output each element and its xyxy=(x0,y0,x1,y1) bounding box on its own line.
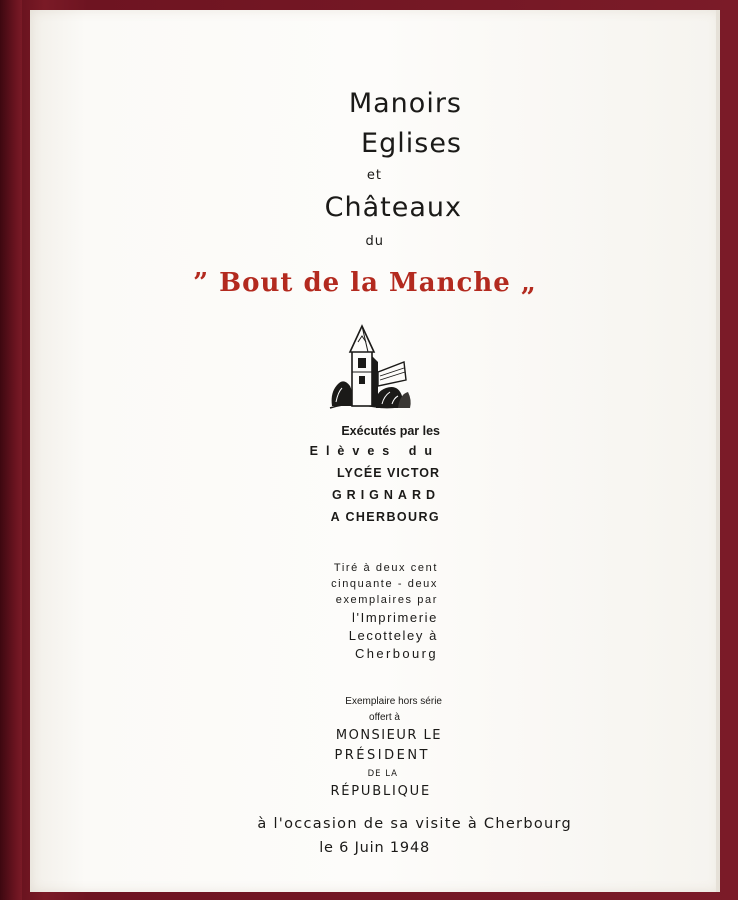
church-tower-vignette-icon xyxy=(328,322,412,414)
title-line-manoirs: Manoirs xyxy=(348,88,462,119)
dedication-line-8: le 6 Juin 1948 xyxy=(319,840,430,856)
dedication-line-5: DE LA xyxy=(367,769,398,779)
book-spine xyxy=(0,0,22,900)
print-run-line-4: l'Imprimerie xyxy=(352,610,438,625)
executed-line-1: Exécutés par les xyxy=(341,424,440,438)
executed-line-3: LYCÉE VICTOR xyxy=(337,466,440,480)
page-edge xyxy=(716,10,720,892)
executed-line-4: GRIGNARD xyxy=(331,488,440,502)
print-run-line-2: cinquante - deux xyxy=(331,578,438,590)
title-page xyxy=(30,10,720,892)
dedication-line-4: PRÉSIDENT xyxy=(334,748,430,763)
title-line-du: du xyxy=(365,234,384,249)
print-run-line-3: exemplaires par xyxy=(335,594,438,606)
title-line-eglises: Eglises xyxy=(361,128,462,159)
dedication-line-3: MONSIEUR LE xyxy=(335,728,442,743)
print-run-line-1: Tiré à deux cent xyxy=(333,562,438,574)
dedication-line-7: à l'occasion de sa visite à Cherbourg xyxy=(257,816,572,832)
dedication-line-2: offert à xyxy=(369,712,400,723)
subtitle-bout-de-la-manche: ” Bout de la Manche „ xyxy=(193,268,537,298)
print-run-line-5: Lecotteley à xyxy=(348,628,438,643)
dedication-line-6: RÉPUBLIQUE xyxy=(330,784,431,799)
title-line-chateaux: Châteaux xyxy=(324,192,462,223)
print-run-line-6: Cherbourg xyxy=(354,646,438,661)
dedication-line-1: Exemplaire hors série xyxy=(345,696,442,707)
executed-line-2: Elèves du xyxy=(309,444,440,458)
executed-line-5: A CHERBOURG xyxy=(330,510,440,524)
title-line-et: et xyxy=(366,168,382,183)
